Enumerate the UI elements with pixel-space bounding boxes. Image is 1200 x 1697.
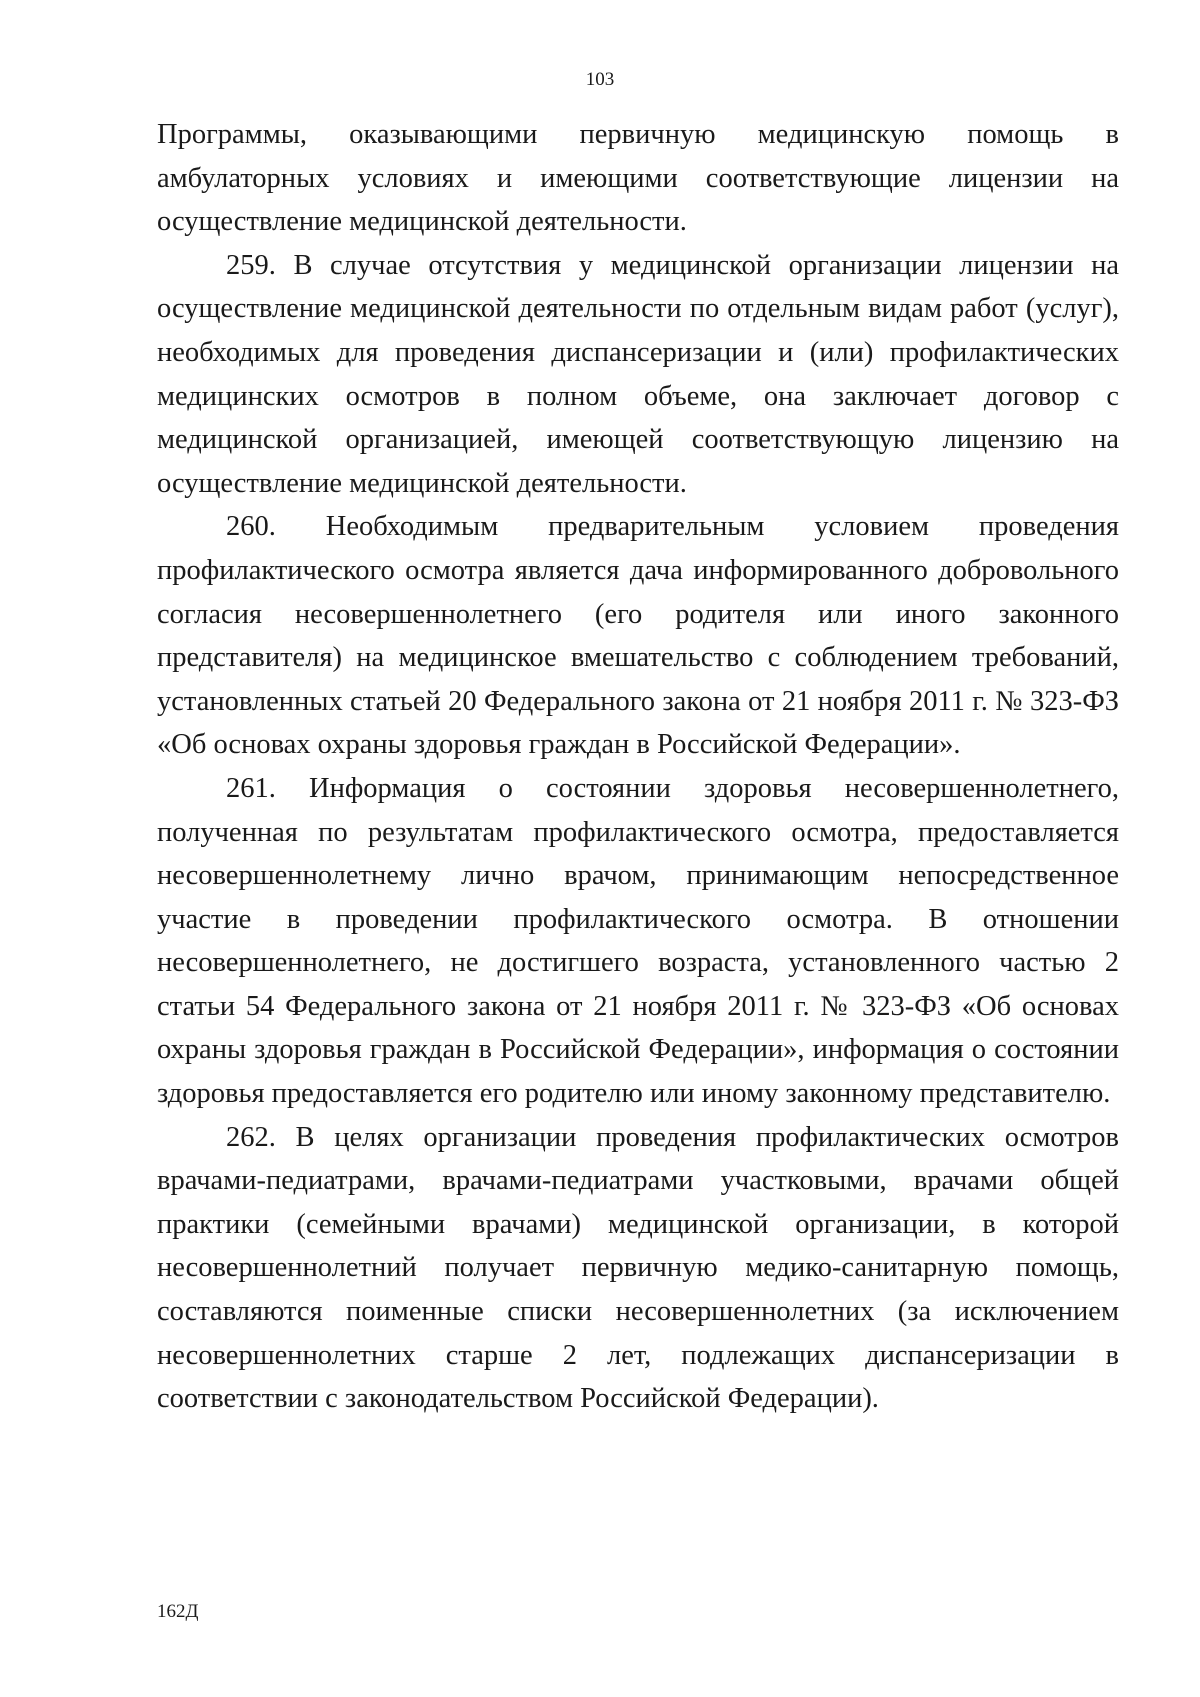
- paragraph-continuation: Программы, оказывающими первичную медицинскую помощь в амбулаторных условиях и имеющими соответствующие лицензии на осуществление медицинской деятельности.: [157, 119, 1119, 238]
- paragraph-262: 262. В целях организации проведения профилактических осмотров врачами-педиатрами, врачами-педиатрами участковыми, врачами общей практики (семейными врачами) медицинской организации, в которой несовершеннолетний получает первичную медико-санитарную помощь, составляются поименные списки несовершеннолетних (за исключением несовершеннолетних старше 2 лет, подлежащих диспансеризации в соответствии с законодательством Российской Федерации).: [157, 1121, 1119, 1415]
- document-body: [157, 113, 1119, 1421]
- paragraph-259: 259. В случае отсутствия у медицинской организации лицензии на осуществление медицинской деятельности по отдельным видам работ (услуг), необходимых для проведения диспансеризации и (или) профилактических медицинских осмотров в полном объеме, она заключает договор с медицинской организацией, имеющей соответствующую лицензию на осуществление медицинской деятельности.: [157, 249, 1119, 499]
- document-code: 162Д: [157, 1601, 199, 1622]
- page-number: 103: [585, 69, 615, 90]
- paragraph-261: 261. Информация о состоянии здоровья несовершеннолетнего, полученная по результатам профилактического осмотра, предоставляется несовершеннолетнему лично врачом, принимающим непосредственное участие в проведении профилактического осмотра. В отношении несовершеннолетнего, не достигшего возраста, установленного частью 2 статьи 54 Федерального закона от 21 ноября 2011 г. № 323-ФЗ «Об основах охраны здоровья граждан в Российской Федерации», информация о состоянии здоровья предоставляется его родителю или иному законному представителю.: [157, 772, 1119, 1110]
- paragraph-260: 260. Необходимым предварительным условием проведения профилактического осмотра является дача информированного добровольного согласия несовершеннолетнего (его родителя или иного законного представителя) на медицинское вмешательство с соблюдением требований, установленных статьей 20 Федерального закона от 21 ноября 2011 г. № 323-ФЗ «Об основах охраны здоровья граждан в Российской Федерации».: [157, 511, 1119, 761]
